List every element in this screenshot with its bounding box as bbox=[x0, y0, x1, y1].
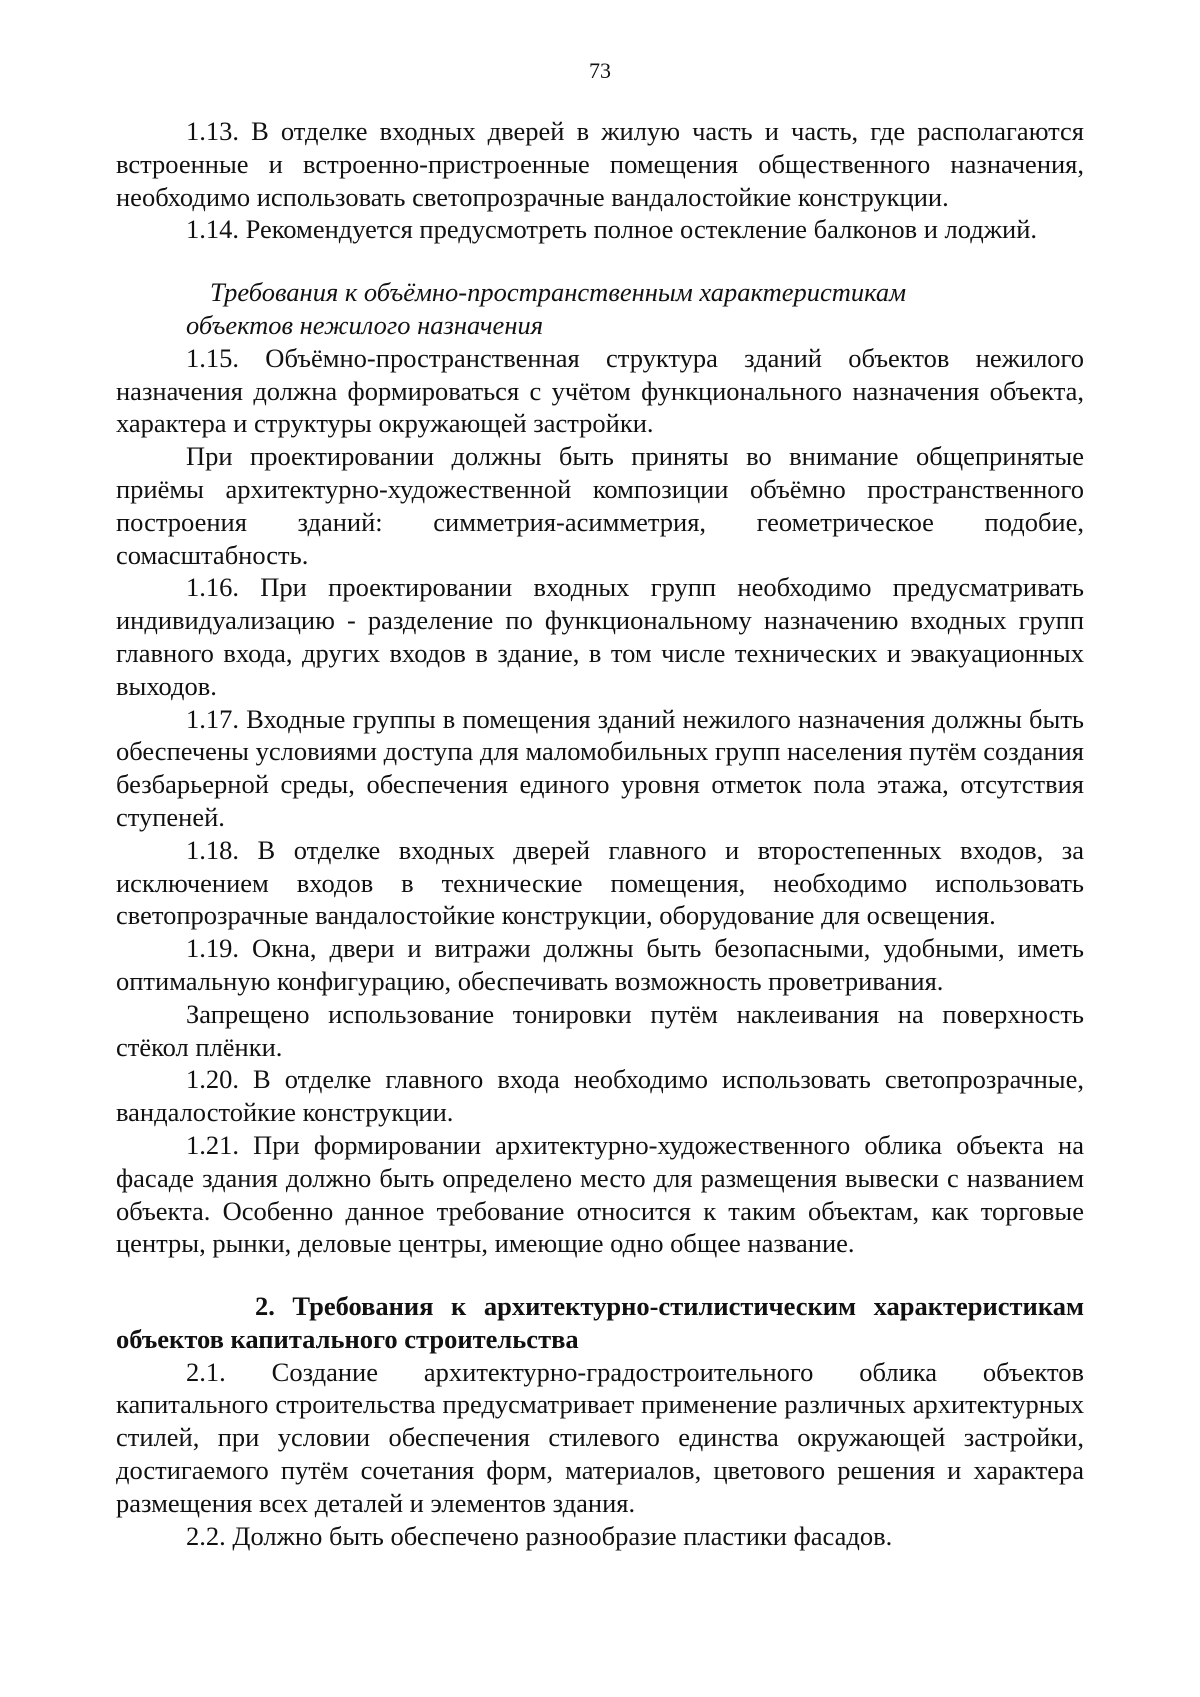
paragraph-1-21: 1.21. При формировании архитектурно-художественного облика объекта на фасаде здания должно быть определено место для размещения вывески с названием объекта. Особенно данное требование относится к таким объектам, как торговые центры, рынки, деловые центры, имеющие одно общее название. bbox=[116, 1129, 1084, 1259]
subsection-heading-line-2: объектов нежилого назначения bbox=[186, 309, 544, 340]
paragraph-1-19: 1.19. Окна, двери и витражи должны быть безопасными, удобными, иметь оптимальную конфигурацию, обеспечивать возможность проветривания. bbox=[116, 933, 1084, 996]
paragraph-1-16: 1.16. При проектировании входных групп необходимо предусматривать индивидуализацию - разделение по функциональному назначению входных групп главного входа, других входов в здание, в том числе технических и эвакуационных выходов. bbox=[116, 572, 1084, 701]
subsection-heading bbox=[116, 276, 1084, 342]
paragraph-1-14: 1.14. Рекомендуется предусмотреть полное остекление балконов и лоджий. bbox=[186, 214, 1038, 245]
paragraph-1-15: 1.15. Объёмно-пространственная структура зданий объектов нежилого назначения должна формироваться с учётом функционального назначения объекта, характера и структуры окружающей застройки. bbox=[116, 342, 1084, 439]
document-body bbox=[116, 115, 1084, 1552]
subsection-heading-line-1: Требования к объёмно-пространственным характеристикам bbox=[210, 277, 907, 308]
paragraph-design-principles: При проектировании должны быть приняты во внимание общепринятые приёмы архитектурно-художественной композиции объёмно пространственного построения зданий: симметрия-асимметрия, геометрическое подобие, сомасштабность. bbox=[116, 441, 1084, 570]
paragraph-1-18: 1.18. В отделке входных дверей главного и второстепенных входов, за исключением входов в технические помещения, необходимо использовать светопрозрачные вандалостойкие конструкции, оборудование для освещения. bbox=[116, 834, 1084, 931]
paragraph-2-2: 2.2. Должно быть обеспечено разнообразие пластики фасадов. bbox=[186, 1520, 893, 1551]
paragraph-1-20: 1.20. В отделке главного входа необходимо использовать светопрозрачные, вандалостойкие конструкции. bbox=[116, 1064, 1084, 1128]
paragraph-2-1: 2.1. Создание архитектурно-градостроительного облика объектов капитального строительства предусматривает применение различных архитектурных стилей, при условии обеспечения стилевого единства окружающей застройки, достигаемого путём сочетания форм, материалов, цветового решения и характера размещения всех деталей и элементов здания. bbox=[116, 1356, 1084, 1518]
page-number: 73 bbox=[589, 58, 611, 83]
section-2-heading: 2. Требования к архитектурно-стилистическим характеристикам объектов капитального строительства bbox=[116, 1291, 1084, 1354]
paragraph-1-17: 1.17. Входные группы в помещения зданий нежилого назначения должны быть обеспечены условиями доступа для маломобильных групп населения путём создания безбарьерной среды, обеспечения единого уровня отметок пола этажа, отсутствия ступеней. bbox=[116, 703, 1084, 832]
paragraph-1-13: 1.13. В отделке входных дверей в жилую часть и часть, где располагаются встроенные и встроенно-пристроенные помещения общественного назначения, необходимо использовать светопрозрачные вандалостойкие конструкции. bbox=[116, 116, 1084, 212]
paragraph-tinting-ban: Запрещено использование тонировки путём наклеивания на поверхность стёкол плёнки. bbox=[116, 998, 1084, 1062]
